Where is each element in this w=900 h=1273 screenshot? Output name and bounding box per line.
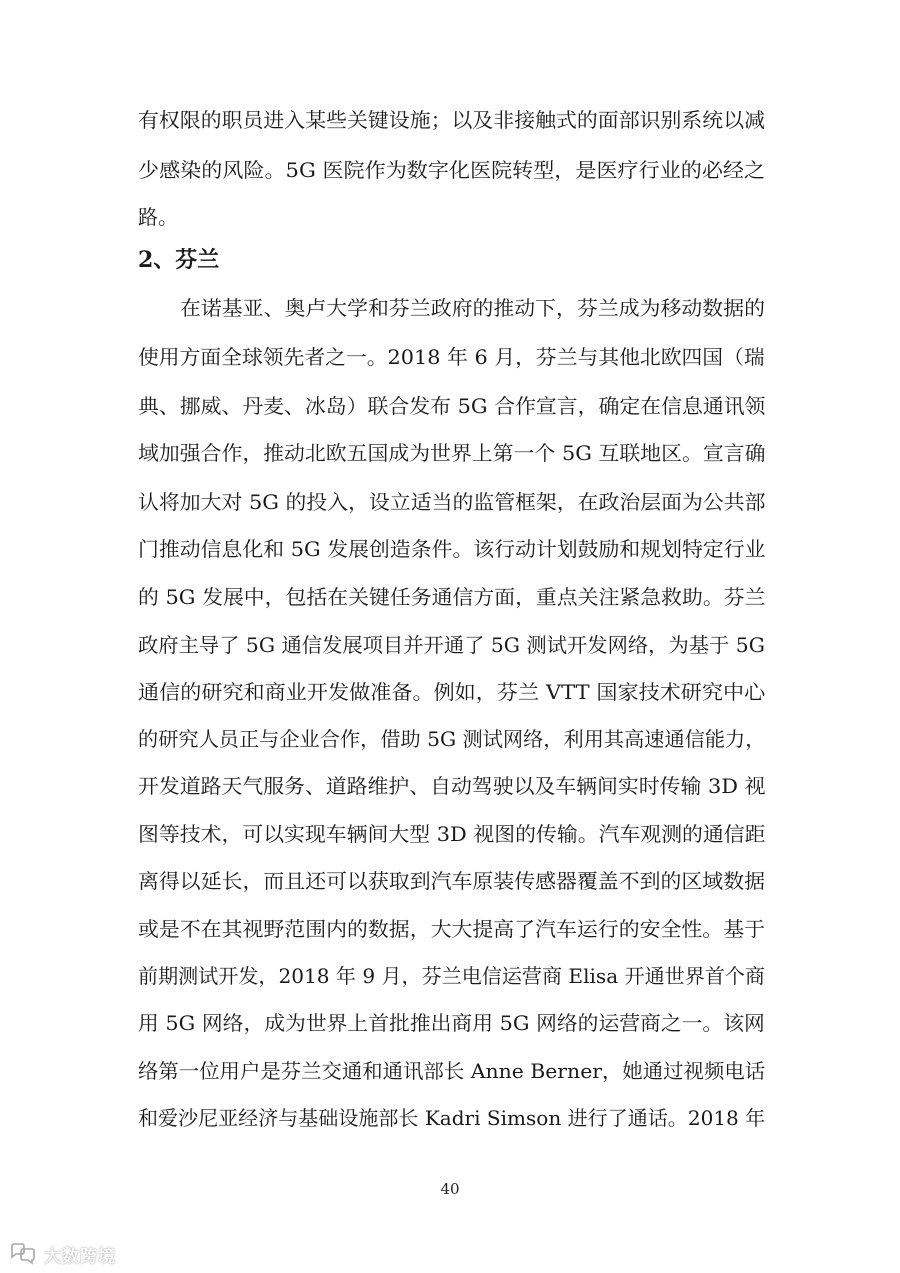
page-number: 40 <box>440 1180 460 1198</box>
text-line: 开发道路天气服务、道路维护、自动驾驶以及车辆间实时传输 3D 视 <box>138 774 766 798</box>
text-line: 认将加大对 5G 的投入，设立适当的监管框架，在政治层面为公共部 <box>138 490 766 514</box>
text-line: 有权限的职员进入某些关键设施；以及非接触式的面部识别系统以减 <box>138 108 765 132</box>
text-line: 在诺基亚、奥卢大学和芬兰政府的推动下，芬兰成为移动数据的 <box>180 296 765 320</box>
text-line: 域加强合作，推动北欧五国成为世界上第一个 5G 互联地区。宣言确 <box>138 441 766 465</box>
text-line: 的 5G 发展中，包括在关键任务通信方面，重点关注紧急救助。芬兰 <box>138 585 766 609</box>
text-line: 前期测试开发，2018 年 9 月，芬兰电信运营商 Elisa 开通世界首个商 <box>138 964 766 988</box>
chat-bubble-logo-icon <box>8 1242 38 1266</box>
text-line: 路。 <box>138 205 178 229</box>
watermark-text: 大数跨境 <box>44 1246 116 1267</box>
text-line: 典、挪威、丹麦、冰岛）联合发布 5G 合作宣言，确定在信息通讯领 <box>138 394 766 418</box>
section-heading: 2、芬兰 <box>138 247 220 273</box>
text-line: 门推动信息化和 5G 发展创造条件。该行动计划鼓励和规划特定行业 <box>138 537 766 561</box>
text-line: 用 5G 网络，成为世界上首批推出商用 5G 网络的运营商之一。该网 <box>138 1011 765 1035</box>
text-line: 使用方面全球领先者之一。2018 年 6 月，芬兰与其他北欧四国（瑞 <box>138 345 765 369</box>
text-line: 和爱沙尼亚经济与基础设施部长 Kadri Simson 进行了通话。2018 年 <box>138 1106 766 1130</box>
text-line: 少感染的风险。5G 医院作为数字化医院转型，是医疗行业的必经之 <box>138 158 766 182</box>
text-line: 的研究人员正与企业合作，借助 5G 测试网络，利用其高速通信能力， <box>138 727 766 751</box>
text-line: 离得以延长，而且还可以获取到汽车原装传感器覆盖不到的区域数据 <box>138 869 765 893</box>
text-line: 或是不在其视野范围内的数据，大大提高了汽车运行的安全性。基于 <box>138 917 765 941</box>
text-line: 图等技术，可以实现车辆间大型 3D 视图的传输。汽车观测的通信距 <box>138 822 766 846</box>
text-line: 通信的研究和商业开发做准备。例如，芬兰 VTT 国家技术研究中心 <box>138 680 766 704</box>
watermark <box>8 1242 116 1266</box>
text-line: 络第一位用户是芬兰交通和通讯部长 Anne Berner，她通过视频电话 <box>138 1059 766 1083</box>
text-line: 政府主导了 5G 通信发展项目并开通了 5G 测试开发网络，为基于 5G <box>138 633 765 657</box>
